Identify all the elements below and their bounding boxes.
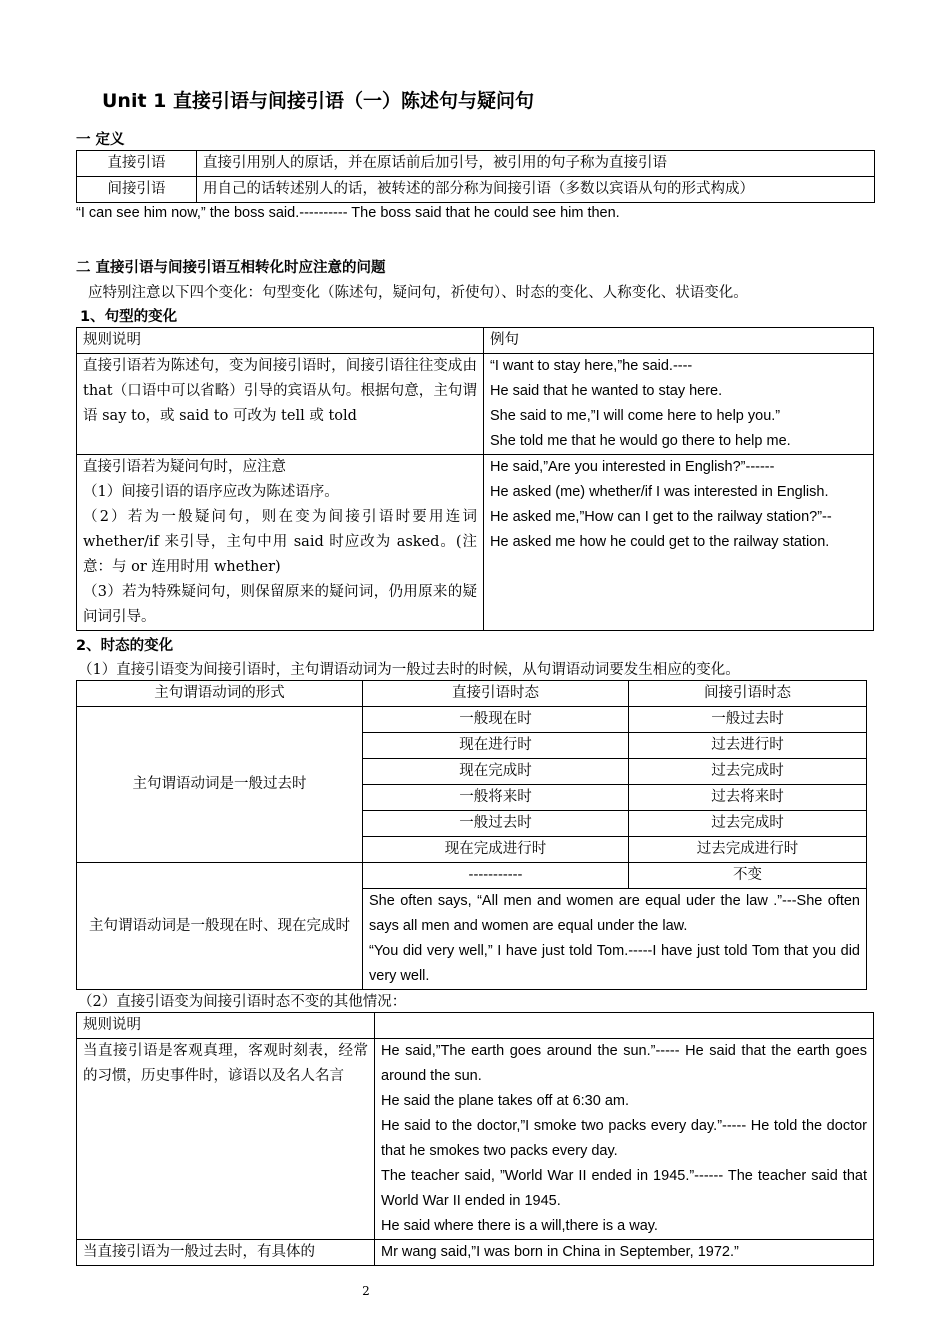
sub2-heading: 2、时态的变化	[76, 638, 174, 654]
table-row	[77, 354, 874, 455]
direct-tense-cell: -----------	[363, 863, 629, 889]
table-row	[77, 177, 875, 203]
direct-tense-cell: 一般现在时	[363, 707, 629, 733]
example-line: He asked me,”How can I get to the railway station?”--	[490, 509, 832, 525]
rule-cell: 当直接引语为一般过去时，有具体的	[77, 1240, 375, 1266]
example-line: He asked (me) whether/if I was interested in English.	[490, 484, 829, 500]
direct-tense-cell: 现在进行时	[363, 733, 629, 759]
example-cell	[363, 889, 867, 990]
group-label-cell: 主句谓语动词是一般过去时	[77, 707, 363, 863]
page-title: Unit 1 直接引语与间接引语（一）陈述句与疑问句	[102, 90, 535, 112]
table-row	[77, 1013, 874, 1039]
example-cell	[375, 1039, 874, 1240]
rule-line: （3）若为特殊疑问句，则保留原来的疑问词，仍用原来的疑问词引导。	[83, 584, 477, 625]
column-header: 例句	[484, 328, 874, 354]
section1-heading: 一 定义	[76, 132, 125, 148]
sub1-heading: 1、句型的变化	[80, 309, 178, 325]
indirect-tense-cell: 过去完成时	[629, 759, 867, 785]
column-header	[375, 1013, 874, 1039]
definition-cell: 用自己的话转述别人的话，被转述的部分称为间接引语（多数以宾语从句的形式构成）	[197, 177, 875, 203]
unchanged-tense-table	[76, 1012, 874, 1266]
sub2-paragraph-1: （1）直接引语变为间接引语时，主句谓语动词为一般过去时的时候，从句谓语动词要发生相应的变化。	[78, 662, 740, 678]
column-header: 规则说明	[77, 328, 484, 354]
indirect-tense-cell: 一般过去时	[629, 707, 867, 733]
table-row	[77, 455, 874, 631]
page-number: 2	[362, 1284, 370, 1298]
example-line: “You did very well,” I have just told Tom.-----I have just told Tom that you did very well.	[369, 943, 860, 984]
tense-table	[76, 680, 867, 990]
direct-tense-cell: 一般过去时	[363, 811, 629, 837]
example-line: The teacher said, ”World War II ended in 1945.”------ The teacher said that World War II ended in 1945.	[381, 1168, 867, 1209]
example-line: He said the plane takes off at 6:30 am.	[381, 1093, 630, 1109]
term-cell: 间接引语	[77, 177, 197, 203]
rule-cell: 直接引语若为陈述句，变为间接引语时，间接引语往往变成由 that（口语中可以省略）引导的宾语从句。根据句意，主句谓语 say to，或 said to 可改为 tell 或 told	[77, 354, 484, 455]
table-row	[77, 328, 874, 354]
column-header: 规则说明	[77, 1013, 375, 1039]
section2-heading: 二 直接引语与间接引语互相转化时应注意的问题	[76, 260, 386, 276]
rule-cell	[77, 455, 484, 631]
column-header: 直接引语时态	[363, 681, 629, 707]
section2-intro: 应特别注意以下四个变化：句型变化（陈述句，疑问句，祈使句）、时态的变化、人称变化、状语变化。	[88, 285, 748, 301]
example-line: “I want to stay here,”he said.----	[490, 358, 693, 374]
example-line: He asked me how he could get to the railway station.	[490, 534, 830, 550]
example-line: She told me that he would go there to help me.	[490, 433, 791, 449]
indirect-tense-cell: 过去进行时	[629, 733, 867, 759]
group-label-cell: 主句谓语动词是一般现在时、现在完成时	[77, 863, 363, 990]
rule-line: （2）若为一般疑问句，则在变为间接引语时要用连词 whether/if 来引导，主句中用 said 时应改为 asked。(注意：与 or 连用时用 whether)	[83, 509, 477, 575]
direct-tense-cell: 现在完成时	[363, 759, 629, 785]
column-header: 间接引语时态	[629, 681, 867, 707]
direct-tense-cell: 一般将来时	[363, 785, 629, 811]
sub2-paragraph-2: （2）直接引语变为间接引语时态不变的其他情况：	[78, 994, 407, 1010]
example-line: She said to me,”I will come here to help you.”	[490, 408, 781, 424]
example-cell	[484, 455, 874, 631]
direct-tense-cell: 现在完成进行时	[363, 837, 629, 863]
definition-table	[76, 150, 875, 203]
rule-line: 直接引语若为疑问句时，应注意	[83, 459, 286, 475]
definition-cell: 直接引用别人的原话，并在原话前后加引号，被引用的句子称为直接引语	[197, 151, 875, 177]
example-line: He said where there is a will,there is a way.	[381, 1218, 658, 1234]
sentence-type-table	[76, 327, 874, 631]
indirect-tense-cell: 过去完成时	[629, 811, 867, 837]
indirect-tense-cell: 过去将来时	[629, 785, 867, 811]
example-line: He said,”Are you interested in English?”------	[490, 459, 775, 475]
example-line: He said that he wanted to stay here.	[490, 383, 723, 399]
indirect-tense-cell: 不变	[629, 863, 867, 889]
term-cell: 直接引语	[77, 151, 197, 177]
column-header: 主句谓语动词的形式	[77, 681, 363, 707]
example-line: He said,”The earth goes around the sun.”----- He said that the earth goes around the sun.	[381, 1043, 867, 1084]
table-row	[77, 151, 875, 177]
example-line: He said to the doctor,”I smoke two packs every day.”----- He told the doctor that he smokes two packs every day.	[381, 1118, 867, 1159]
table-row	[77, 681, 867, 707]
table-row	[77, 1039, 874, 1240]
rule-line: （1）间接引语的语序应改为陈述语序。	[83, 484, 339, 500]
table-row	[77, 863, 867, 889]
example-line: She often says, “All men and women are equal uder the law .”---She often says all men and women are equal under the law.	[369, 893, 860, 934]
indirect-tense-cell: 过去完成进行时	[629, 837, 867, 863]
example-cell	[484, 354, 874, 455]
example-cell: Mr wang said,”I was born in China in September, 1972.”	[375, 1240, 874, 1266]
rule-cell: 当直接引语是客观真理，客观时刻表，经常的习惯，历史事件时，谚语以及名人名言	[77, 1039, 375, 1240]
table-row	[77, 707, 867, 733]
table-row	[77, 1240, 874, 1266]
definition-example: “I can see him now,” the boss said.---------- The boss said that he could see him then.	[76, 205, 620, 221]
